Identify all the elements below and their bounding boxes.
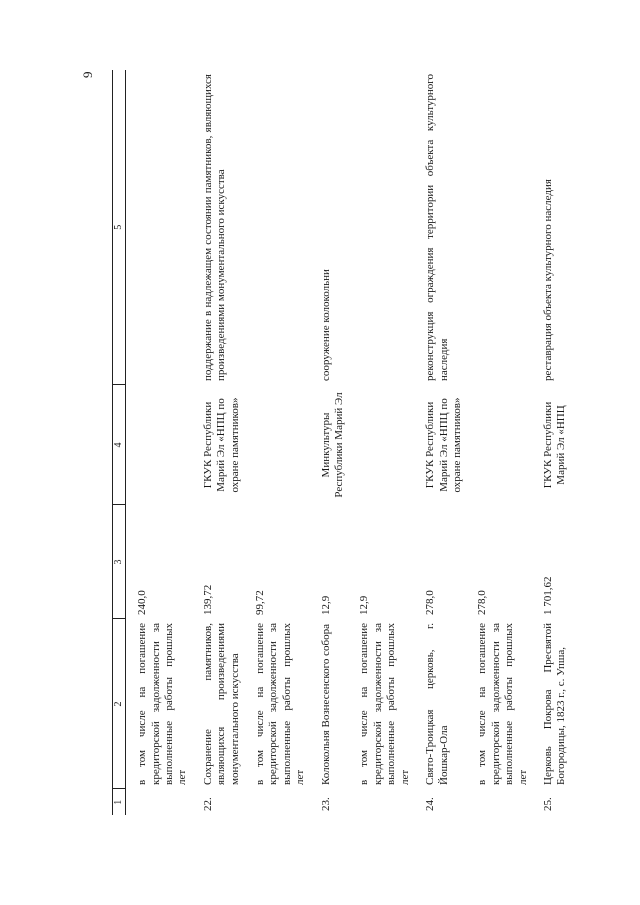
row-amount: 278,0 <box>476 590 489 615</box>
row-number <box>126 789 192 815</box>
row-work: сооружение колокольни <box>319 269 332 381</box>
table-header-row <box>113 70 126 815</box>
row-name: в том числе на погашение кредиторской задолженности за выполненные работы прошлых лет <box>254 623 307 785</box>
table-row <box>310 70 349 815</box>
row-work <box>244 70 310 385</box>
row-organization <box>244 385 310 505</box>
row-number <box>348 789 414 815</box>
table-row <box>414 70 466 815</box>
row-name: в том числе на погашение кредиторской задолженности за выполненные работы прошлых лет <box>358 623 411 785</box>
column-header: 3 <box>113 505 126 619</box>
row-name: Колокольня Вознесенского собора <box>319 623 332 785</box>
row-organization: ГКУК Республики Марий Эл «НПЦ <box>541 401 568 489</box>
row-work <box>126 70 192 385</box>
column-header: 5 <box>113 70 126 385</box>
row-work <box>466 70 532 385</box>
row-number: 24. <box>424 797 437 811</box>
table-row <box>192 70 244 815</box>
row-number <box>244 789 310 815</box>
column-header: 4 <box>113 385 126 505</box>
row-amount: 278,0 <box>424 590 437 615</box>
page-number: 9 <box>80 71 95 78</box>
table-row <box>244 70 310 815</box>
row-name: Сохранение памятников, являющихся произведениями монументального искусства <box>201 623 241 785</box>
row-work: реконструкция ограждения территории объекта культурного наследия <box>424 74 450 381</box>
row-number: 22. <box>201 797 214 811</box>
row-name: в том числе на погашение кредиторской задолженности за выполненные работы прошлых лет <box>136 623 189 785</box>
rotated-table-container <box>112 70 592 815</box>
row-amount: 240,0 <box>136 590 149 615</box>
row-number: 25. <box>541 797 554 811</box>
table-row <box>126 70 192 815</box>
row-amount: 12,9 <box>319 595 332 615</box>
row-name: Церковь Покрова Пресвятой Богородицы, 1823 г., с. Упша, <box>541 623 568 785</box>
row-work: реставрация объекта культурного наследия <box>541 179 554 381</box>
row-organization: ГКУК Республики Марий Эл «НПЦ по охране памятников» <box>201 397 241 493</box>
row-name: в том числе на погашение кредиторской задолженности за выполненные работы прошлых лет <box>476 623 529 785</box>
table-row <box>532 70 571 815</box>
table-row <box>348 70 414 815</box>
row-amount: 99,72 <box>254 590 267 615</box>
row-organization <box>126 385 192 505</box>
column-header: 1 <box>113 789 126 815</box>
row-organization <box>348 385 414 505</box>
column-header: 2 <box>113 619 126 789</box>
row-amount: 139,72 <box>201 584 214 615</box>
row-amount: 1 701,62 <box>541 576 554 615</box>
row-organization: Минкультуры Республики Марий Эл <box>319 392 346 498</box>
table-row <box>466 70 532 815</box>
row-organization <box>466 385 532 505</box>
row-work <box>348 70 414 385</box>
row-organization: ГКУК Республики Марий Эл «НПЦ по охране памятников» <box>424 397 463 493</box>
row-work: поддержание в надлежащем состоянии памятников, являющихся произведениями монументального искусства <box>201 74 228 381</box>
row-name: Свято-Троицкая церковь, г. Йошкар-Ола <box>424 623 450 785</box>
row-amount: 12,9 <box>358 595 371 615</box>
data-table <box>112 70 571 815</box>
row-number: 23. <box>319 797 332 811</box>
row-number <box>466 789 532 815</box>
